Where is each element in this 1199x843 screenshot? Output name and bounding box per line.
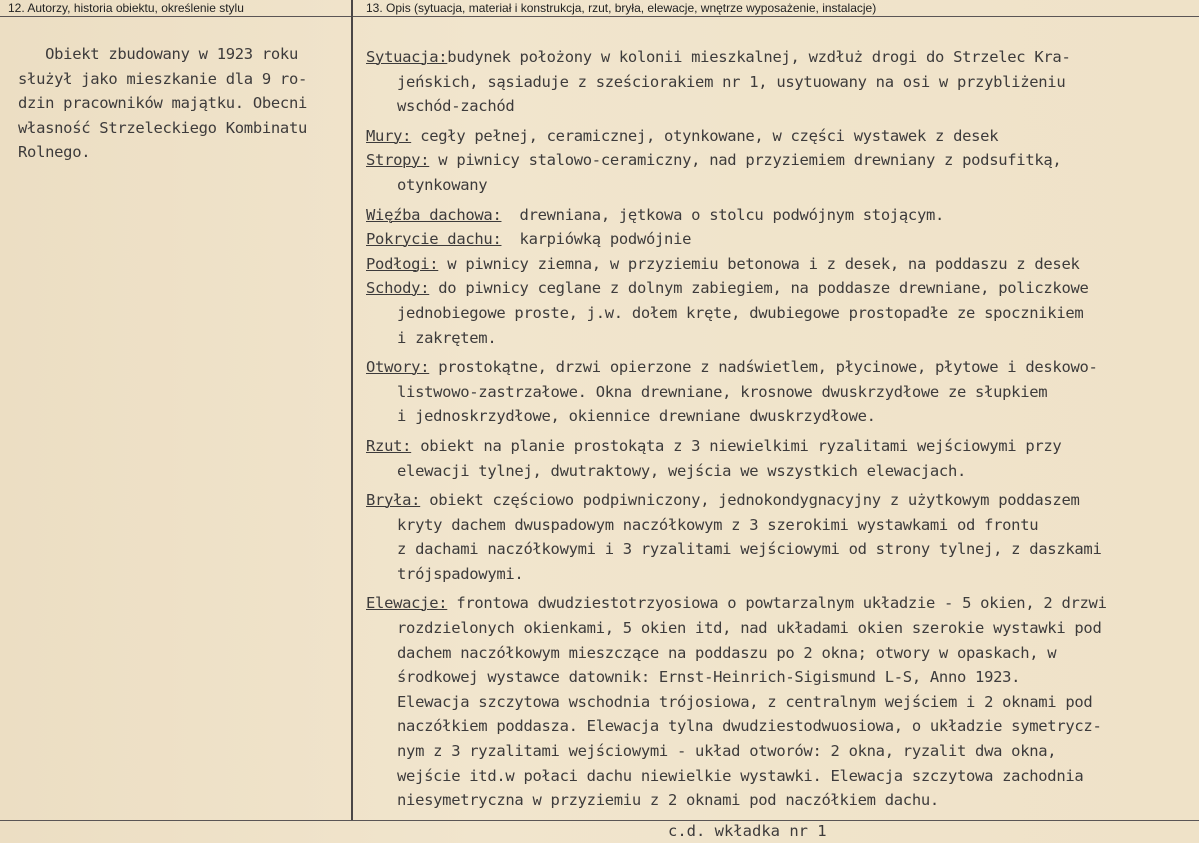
column-divider [351, 0, 353, 821]
history-line: służył jako mieszkanie dla 9 ro- [18, 69, 308, 88]
section-mury: Mury: cegły pełnej, ceramicznej, otynkowane, w części wystawek z desek [366, 126, 999, 145]
section-line: kryty dachem dwuspadowym naczółkowym z 3 szerokimi wystawkami od frontu [397, 515, 1039, 534]
section-line: wschód-zachód [397, 97, 515, 116]
section-label: Otwory: [366, 358, 430, 377]
section-line: jeńskich, sąsiaduje z sześciorakiem nr 1, usytuowany na osi w przybliżeniu [397, 72, 1066, 91]
continuation-note: c.d. wkładka nr 1 [668, 822, 827, 840]
section-label: Elewacje: [366, 594, 448, 613]
header-rule [0, 16, 1199, 17]
section-line: Elewacja szczytowa wschodnia trójosiowa, z centralnym wejściem i 2 oknami pod [397, 692, 1093, 711]
section-label: Sytuacja: [366, 48, 448, 66]
section-label: Stropy: [366, 151, 430, 170]
section-label: Schody: [366, 279, 430, 298]
section-line: niesymetryczna w przyziemiu z 2 oknami pod naczółkiem dachu. [397, 791, 939, 810]
section-line: listwowo-zastrzałowe. Okna drewniane, krosnowe dwuskrzydłowe ze słupkiem [397, 382, 1048, 401]
section-label: Podłogi: [366, 254, 439, 273]
section-line: nym z 3 ryzalitami wejściowymi - układ otworów: 2 okna, ryzalit dwa okna, [397, 742, 1057, 761]
history-column [18, 42, 348, 165]
section-line: elewacji tylnej, dwutraktowy, wejścia we wszystkich elewacjach. [397, 461, 967, 480]
history-line: dzin pracowników majątku. Obecni [18, 94, 308, 113]
section-line: trójspadowymi. [397, 564, 524, 583]
section-line: i jednoskrzydłowe, okiennice drewniane dwuskrzydłowe. [397, 407, 876, 426]
section-label: Pokrycie dachu: [366, 230, 502, 249]
history-line: Obiekt zbudowany w 1923 roku [18, 45, 298, 63]
section-pokrycie: Pokrycie dachu: karpiówką podwójnie [366, 230, 692, 249]
history-line: Rolnego. [18, 143, 91, 162]
history-line: własność Strzeleckiego Kombinatu [18, 118, 308, 137]
section-wiezba: Więźba dachowa: drewniana, jętkowa o stolcu podwójnym stojącym. [366, 205, 945, 224]
section-label: Bryła: [366, 491, 421, 510]
section-label: Więźba dachowa: [366, 205, 502, 224]
section-stropy: Stropy: w piwnicy stalowo-ceramiczny, nad przyziemiem drewniany z podsufitką, [366, 151, 1062, 170]
section-podlogi: Podłogi: w piwnicy ziemna, w przyziemiu betonowa i z desek, na poddaszu z desek [366, 254, 1080, 273]
section-elewacje: Elewacje: frontowa dwudziestotrzyosiowa o powtarzalnym układzie - 5 okien, 2 drzwi [366, 594, 1107, 613]
section-bryla: Bryła: obiekt częściowo podpiwniczony, jednokondygnacyjny z użytkowym poddaszem [366, 491, 1080, 510]
section-otwory: Otwory: prostokątne, drzwi opierzone z nadświetlem, płycinowe, płytowe i deskowo- [366, 358, 1098, 377]
section-label: Mury: [366, 126, 412, 145]
section-label: Rzut: [366, 436, 412, 455]
field-12-header: 12. Autorzy, historia obiektu, określenie stylu [8, 1, 244, 15]
description-column [366, 45, 1191, 813]
section-line: rozdzielonych okienkami, 5 okien itd, nad układami okien szerokie wystawki pod [397, 619, 1102, 638]
section-line: dachem naczółkowym mieszczące na poddaszu po 2 okna; otwory w opaskach, w [397, 643, 1057, 662]
section-line: środkowej wystawce datownik: Ernst-Heinrich-Sigismund L-S, Anno 1923. [397, 668, 1021, 687]
section-rzut: Rzut: obiekt na planie prostokąta z 3 niewielkimi ryzalitami wejściowymi przy [366, 436, 1062, 455]
section-line: otynkowany [397, 175, 488, 194]
section-line: z dachami naczółkowymi i 3 ryzalitami wejściowymi od strony tylnej, z daszkami [397, 540, 1102, 559]
section-line: i zakrętem. [397, 328, 497, 347]
field-13-header: 13. Opis (sytuacja, materiał i konstrukcja, rzut, bryła, elewacje, wnętrze wyposażenie, instalacje) [366, 1, 877, 15]
bottom-rule [0, 820, 1199, 821]
section-line: jednobiegowe proste, j.w. dołem kręte, dwubiegowe prostopadłe ze spocznikiem [397, 303, 1084, 322]
section-line: wejście itd.w połaci dachu niewielkie wystawki. Elewacja szczytowa zachodnia [397, 766, 1084, 785]
section-sytuacja: Sytuacja:budynek położony w kolonii mieszkalnej, wzdłuż drogi do Strzelec Kra- [366, 48, 1071, 66]
section-line: naczółkiem poddasza. Elewacja tylna dwudziestodwuosiowa, o układzie symetrycz- [397, 717, 1102, 736]
section-schody: Schody: do piwnicy ceglane z dolnym zabiegiem, na poddasze drewniane, policzkowe [366, 279, 1089, 298]
